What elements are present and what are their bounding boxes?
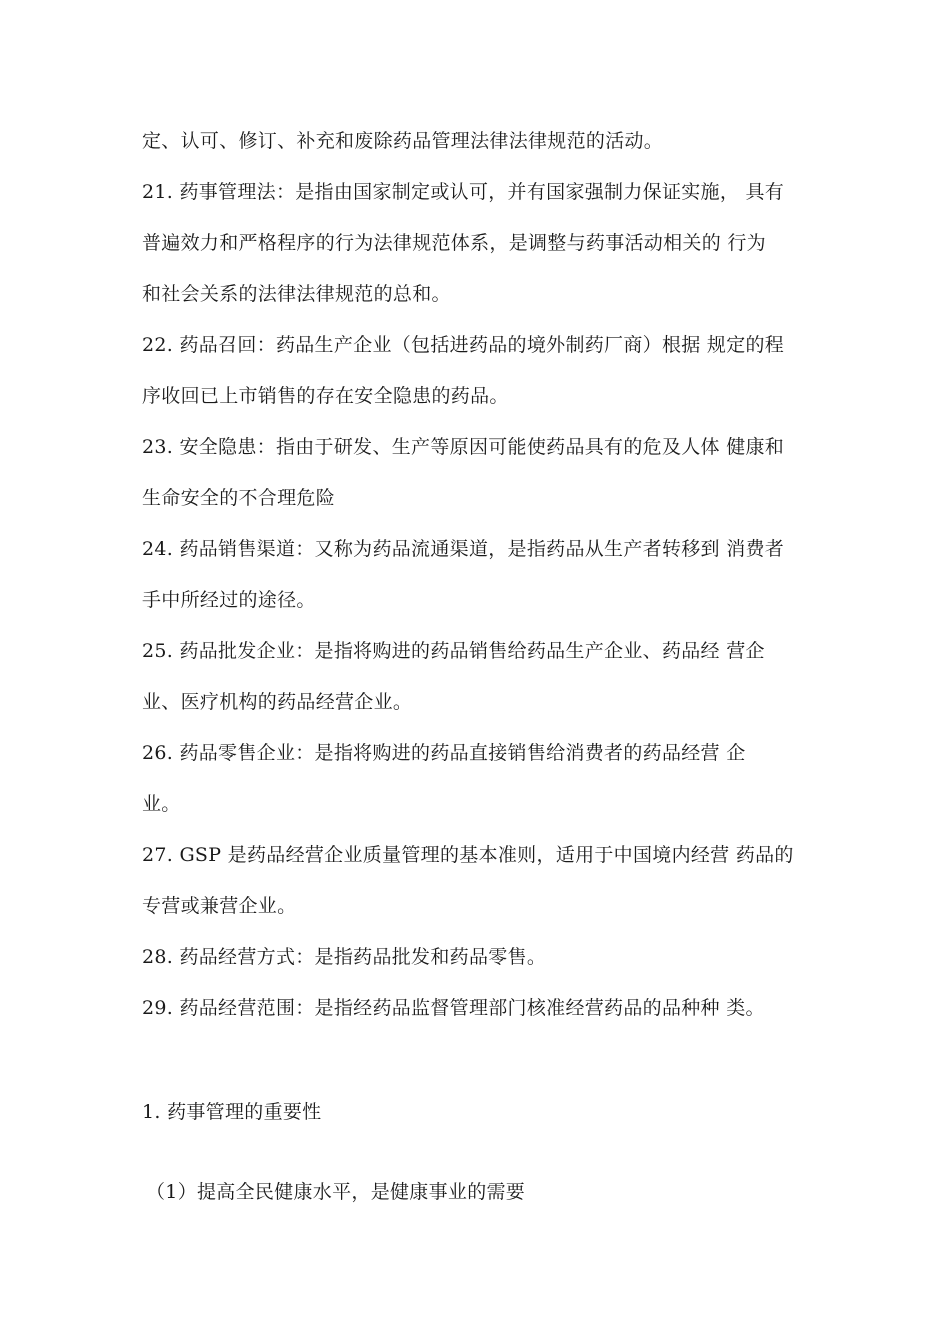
subsection-heading: （1）提高全民健康水平，是健康事业的需要 xyxy=(146,1181,526,1203)
text-line: 专营或兼营企业。 xyxy=(142,895,297,917)
text-line: 定、认可、修订、补充和废除药品管理法律法律规范的活动。 xyxy=(142,130,664,152)
text-line: 普遍效力和严格程序的行为法律规范体系，是调整与药事活动相关的 行为 xyxy=(142,232,766,254)
text-line: 22. 药品召回：药品生产企业（包括进药品的境外制药厂商）根据 规定的程 xyxy=(142,334,785,356)
text-line: 21. 药事管理法：是指由国家制定或认可，并有国家强制力保证实施， 具有 xyxy=(142,181,785,203)
text-line: 29. 药品经营范围：是指经药品监督管理部门核准经营药品的品种种 类。 xyxy=(142,997,765,1019)
text-line: 序收回已上市销售的存在安全隐患的药品。 xyxy=(142,385,509,407)
text-line: 生命安全的不合理危险 xyxy=(142,487,336,509)
text-line: 28. 药品经营方式：是指药品批发和药品零售。 xyxy=(142,946,547,968)
text-line: 27. GSP 是药品经营企业质量管理的基本准则，适用于中国境内经营 药品的 xyxy=(142,844,794,866)
text-line: 24. 药品销售渠道：又称为药品流通渠道，是指药品从生产者转移到 消费者 xyxy=(142,538,785,560)
text-line: 23. 安全隐患：指由于研发、生产等原因可能使药品具有的危及人体 健康和 xyxy=(142,436,785,458)
section-heading: 1. 药事管理的重要性 xyxy=(142,1101,322,1123)
text-line: 业。 xyxy=(142,793,181,815)
text-line: 和社会关系的法律法律规范的总和。 xyxy=(142,283,451,305)
text-line: 业、医疗机构的药品经营企业。 xyxy=(142,691,413,713)
text-line: 25. 药品批发企业：是指将购进的药品销售给药品生产企业、药品经 营企 xyxy=(142,640,765,662)
text-line: 26. 药品零售企业：是指将购进的药品直接销售给消费者的药品经营 企 xyxy=(142,742,746,764)
text-line: 手中所经过的途径。 xyxy=(142,589,316,611)
